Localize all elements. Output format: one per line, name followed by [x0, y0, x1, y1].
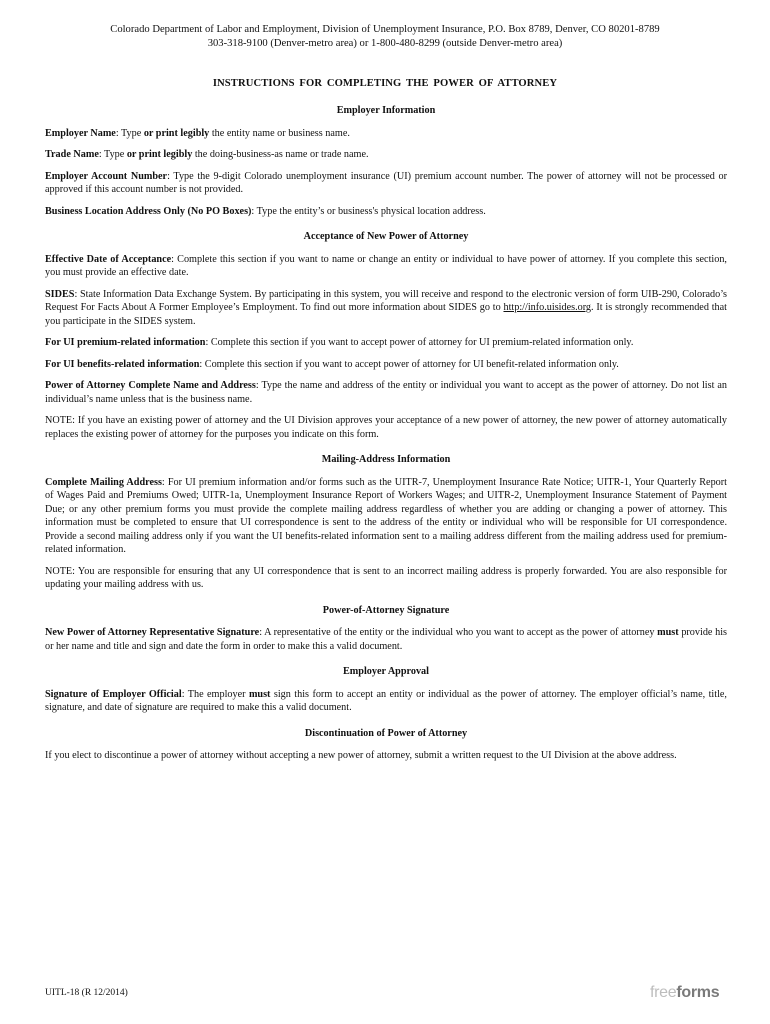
agency-address-line: Colorado Department of Labor and Employment, Division of Unemployment Insurance, P.O. Box 8789, Denver, CO 80201-8789: [110, 24, 660, 35]
employer-official-instruction: Signature of Employer Official: The employer must sign this form to accept an entity or individual as the power of attorney. The employer official’s name, title, signature, and date of signature are required to make this a valid document.: [45, 688, 727, 713]
field-label: For UI benefits-related information: [45, 358, 200, 370]
field-label: Complete Mailing Address: [45, 476, 162, 488]
agency-header: [0, 23, 770, 51]
account-number-instruction: Employer Account Number: Type the 9-digit Colorado unemployment insurance (UI) premium account number. The power of attorney will not be processed or approved if this account number is not provided.: [45, 170, 728, 195]
section-heading-discontinuation: Discontinuation of Power of Attorney: [304, 727, 468, 739]
benefits-info-instruction: For UI benefits-related information: Complete this section if you want to accept power of attorney for UI benefit-related information only.: [45, 358, 619, 370]
field-label: Trade Name: [45, 149, 99, 160]
rep-signature-instruction: New Power of Attorney Representative Signature: A representative of the entity or the individual who you want to accept as the power of attorney must provide his or her name and title and sign and date the form in order to make this a valid document.: [45, 627, 727, 652]
field-label: Employer Name: [45, 127, 116, 139]
instructions-body: [45, 104, 727, 771]
mailing-note: NOTE: You are responsible for ensuring that any UI correspondence that is sent to an incorrect mailing address is properly forwarded. You are also responsible for updating your mailing address with us.: [45, 565, 727, 590]
premium-info-instruction: For UI premium-related information: Complete this section if you want to accept power of attorney for UI premium-related information only.: [45, 337, 634, 348]
field-label: Employer Account Number: [45, 170, 168, 182]
sides-link[interactable]: http://info.uisides.org: [503, 302, 592, 313]
section-heading-poa-signature: Power-of-Attorney Signature: [322, 604, 450, 616]
agency-phone-line: 303-318-9100 (Denver-metro area) or 1-800-480-8299 (outside Denver-metro area): [207, 38, 563, 49]
field-label: For UI premium-related information: [45, 337, 206, 348]
discontinuation-instruction: If you elect to discontinue a power of attorney without accepting a new power of attorney, submit a written request to the UI Division at the above address.: [45, 750, 677, 761]
section-heading-employer-approval: Employer Approval: [343, 666, 429, 677]
employer-name-instruction: Employer Name: Type or print legibly the entity name or business name.: [45, 127, 350, 139]
field-label: SIDES: [45, 288, 75, 300]
field-label: Business Location Address Only (No PO Boxes): [45, 205, 252, 217]
section-heading-mailing-address: Mailing-Address Information: [321, 454, 451, 465]
page-title: INSTRUCTIONS FOR COMPLETING THE POWER OF ATTORNEY: [212, 78, 558, 89]
effective-date-instruction: Effective Date of Acceptance: Complete this section if you want to name or change an entity or individual to have power of attorney. If you complete this section, you must provide an effective date.: [45, 253, 727, 278]
field-label: Power of Attorney Complete Name and Address: [45, 380, 256, 391]
form-code: UITL-18 (R 12/2014): [45, 988, 128, 998]
acceptance-note: NOTE: If you have an existing power of attorney and the UI Division approves your acceptance of a new power of attorney, the new power of attorney automatically replaces the existing power of attorney for the purposes you indicate on this form.: [45, 415, 727, 440]
field-label: Effective Date of Acceptance: [45, 253, 172, 265]
poa-name-address-instruction: Power of Attorney Complete Name and Address: Type the name and address of the entity or individual you want to accept as the power of attorney. Do not list an individual’s name unless that is the business name.: [45, 380, 727, 405]
trade-name-instruction: Trade Name: Type or print legibly the doing-business-as name or trade name.: [45, 149, 369, 160]
freeforms-logo: freeforms: [650, 984, 720, 1001]
field-label: Signature of Employer Official: [45, 688, 182, 700]
sides-instruction: SIDES: State Information Data Exchange System. By participating in this system, you will receive and respond to the electronic version of form UIB-290, Colorado’s Request For Facts About A Former Employee’s Employment. To find out more information about SIDES go to http://info.uisides.org. It is strongly recommended that you participate in the SIDES system.: [45, 288, 727, 327]
business-address-instruction: Business Location Address Only (No PO Boxes): Type the entity’s or business's physical location address.: [45, 205, 486, 217]
section-heading-acceptance: Acceptance of New Power of Attorney: [303, 231, 469, 242]
section-heading-employer-information: Employer Information: [336, 105, 436, 116]
field-label: New Power of Attorney Representative Signature: [45, 627, 260, 638]
mailing-address-instruction: Complete Mailing Address: For UI premium information and/or forms such as the UITR-7, Unemployment Insurance Rate Notice; UITR-1, Your Quarterly Report of Wages Paid and Premiums Owed; UITR-1a, Unemployment Insurance Report of Workers Wages; and UITR-2, Unemployment Insurance Statement of Payment Due; or any other premium forms you must provide the complete mailing address regardless of whether you are adding or changing a power of attorney. This information must be completed to ensure that UI correspondence is sent to the address of the entity or individual who will be responsible for UI correspondence. Provide a second mailing address only if you want the UI benefits-related information sent to a mailing address different from the mailing address used for premium-related information.: [45, 476, 727, 555]
